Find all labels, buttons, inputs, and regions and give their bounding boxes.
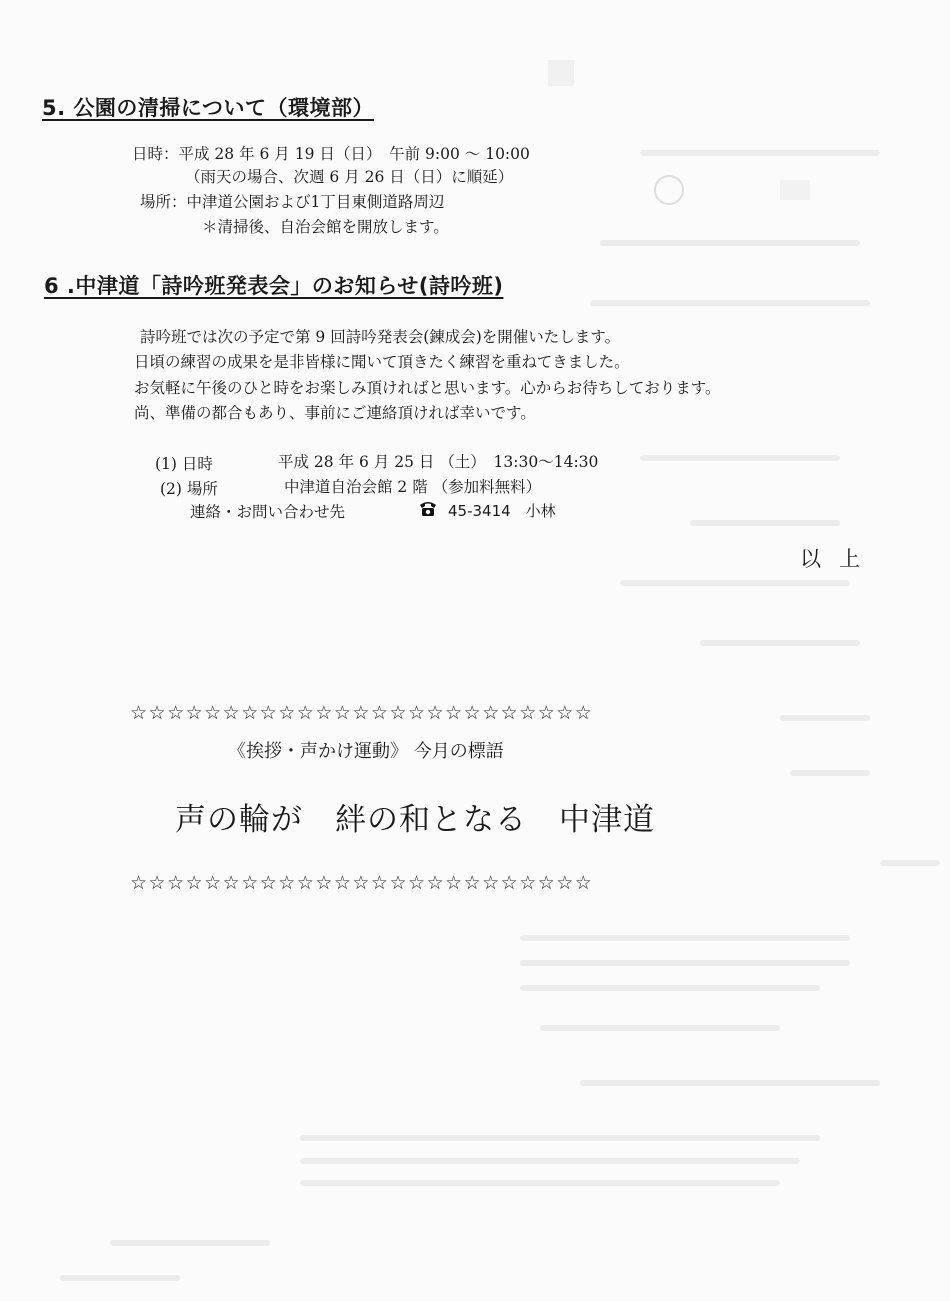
event-place-value: 中津道自治会館 2 階 （参加料無料） (284, 478, 542, 496)
event-date-value: 平成 28 年 6 月 25 日 （土） 13:30～14:30 (278, 453, 599, 471)
section-6-heading: 6 .中津道「詩吟班発表会」のお知らせ(詩吟班) (44, 274, 504, 298)
section-6-paragraph (134, 325, 721, 426)
event-place-label: (2) 場所 (160, 480, 218, 498)
contact-value: 45-3414 小林 (448, 502, 556, 520)
slogan-text: 声の輪が 絆の和となる 中津道 (175, 802, 655, 838)
paragraph-line: お気軽に午後のひと時をお楽しみ頂ければと思います。心からお待ちしております。 (134, 378, 721, 397)
contact-label: 連絡・お問い合わせ先 (190, 503, 346, 521)
section-5-rain-note: （雨天の場合、次週 6 月 26 日（日）に順延） (185, 168, 514, 186)
paragraph-line: 詩吟班では次の予定で第 9 回詩吟発表会(錬成会)を開催いたします。 (140, 328, 621, 346)
stars-border-top: ☆☆☆☆☆☆☆☆☆☆☆☆☆☆☆☆☆☆☆☆☆☆☆☆☆ (130, 702, 594, 724)
section-5-heading: 5. 公園の清掃について（環境部） (42, 96, 374, 120)
section-5-place-line: 場所：中津道公園および1丁目東側道路周辺 (140, 193, 445, 211)
stars-border-bottom: ☆☆☆☆☆☆☆☆☆☆☆☆☆☆☆☆☆☆☆☆☆☆☆☆☆ (130, 872, 594, 894)
event-date-label: (1) 日時 (155, 455, 213, 473)
paragraph-line: 日頃の練習の成果を是非皆様に聞いて頂きたく練習を重ねてきました。 (134, 353, 630, 372)
closing-text: 以上 (800, 547, 878, 571)
paragraph-line: 尚、準備の都合もあり、事前にご連絡頂ければ幸いです。 (134, 403, 536, 422)
phone-icon (418, 499, 438, 521)
section-5-date-line: 日時：平成 28 年 6 月 19 日（日） 午前 9:00 ～ 10:00 (132, 145, 530, 163)
section-5-after-note: ＊清掃後、自治会館を開放します。 (202, 218, 449, 236)
slogan-title: 《挨拶・声かけ運動》 今月の標語 (228, 741, 504, 762)
